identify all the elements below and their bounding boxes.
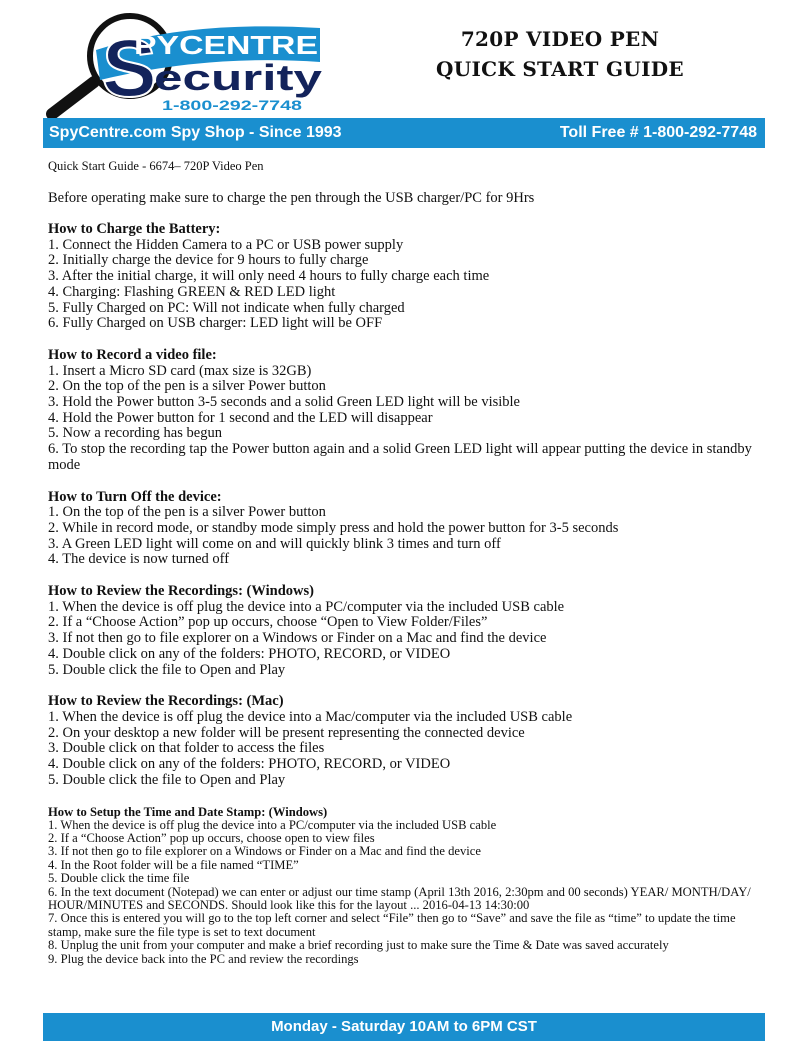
logo-big-s: S bbox=[102, 23, 157, 114]
section-steps bbox=[48, 238, 766, 332]
step-item: 2. While in record mode, or standby mode simply press and hold the power button for 3-5 seconds bbox=[48, 519, 619, 536]
guide-content bbox=[48, 158, 766, 982]
step-item: 2. On your desktop a new folder will be present representing the connected device bbox=[48, 724, 525, 741]
step-item: 4. The device is now turned off bbox=[48, 551, 230, 568]
step-item: 4. In the Root folder will be a file named “TIME” bbox=[48, 857, 299, 872]
section-steps bbox=[48, 819, 766, 966]
guide-subtitle: Quick Start Guide - 6674– 720P Video Pen bbox=[48, 159, 264, 173]
document-title bbox=[400, 24, 720, 84]
step-item: 1. Connect the Hidden Camera to a PC or USB power supply bbox=[48, 236, 404, 253]
section-heading: How to Record a video file: bbox=[48, 346, 217, 363]
step-item: 3. After the initial charge, it will only need 4 hours to fully charge each time bbox=[48, 268, 490, 285]
step-item: 5. Double click the time file bbox=[48, 871, 190, 886]
step-item: 2. On the top of the pen is a silver Power button bbox=[48, 378, 326, 395]
guide-section bbox=[48, 348, 766, 474]
guide-sections bbox=[48, 222, 766, 789]
logo-line2: ecurity bbox=[154, 57, 322, 98]
step-item: 6. To stop the recording tap the Power button again and a solid Green LED light will appear putting the device in standby mode bbox=[48, 441, 752, 473]
step-item: 2. If a “Choose Action” pop up occurs, choose open to view files bbox=[48, 830, 375, 845]
step-item: 1. When the device is off plug the device into a PC/computer via the included USB cable bbox=[48, 598, 565, 615]
step-item: 9. Plug the device back into the PC and review the recordings bbox=[48, 951, 359, 966]
step-item: 3. Double click on that folder to access the files bbox=[48, 740, 325, 757]
guide-intro: Before operating make sure to charge the pen through the USB charger/PC for 9Hrs bbox=[48, 190, 535, 206]
step-item: 5. Now a recording has begun bbox=[48, 425, 222, 442]
step-item: 4. Double click on any of the folders: PHOTO, RECORD, or VIDEO bbox=[48, 756, 451, 773]
section-steps bbox=[48, 364, 766, 474]
step-item: 5. Double click the file to Open and Play bbox=[48, 771, 286, 788]
title-line-1: 720P VIDEO PEN bbox=[460, 27, 660, 51]
section-heading: How to Setup the Time and Date Stamp: (Windows) bbox=[48, 804, 328, 819]
section-heading: How to Review the Recordings: (Mac) bbox=[48, 693, 284, 710]
section-heading: How to Charge the Battery: bbox=[48, 221, 221, 237]
guide-section bbox=[48, 222, 766, 332]
step-item: 5. Fully Charged on PC: Will not indicate when fully charged bbox=[48, 299, 405, 316]
step-item: 6. Fully Charged on USB charger: LED light will be OFF bbox=[48, 315, 383, 332]
guide-section bbox=[48, 694, 766, 788]
step-item: 6. In the text document (Notepad) we can enter or adjust our time stamp (April 13th 2016, 2:30pm and 00 seconds) YEAR/ MONTH/DAY/ HOUR/MINUTES and SECONDS. Should look like this for the layout ... 2016-04-13 14:30:00 bbox=[48, 884, 751, 912]
bottom-banner: Monday - Saturday 10AM to 6PM CST bbox=[43, 1013, 765, 1041]
step-item: 8. Unplug the unit from your computer and make a brief recording just to make sure the Time & Date was saved accurately bbox=[48, 938, 669, 953]
step-item: 3. Hold the Power button 3-5 seconds and a solid Green LED light will be visible bbox=[48, 394, 520, 411]
section-heading: How to Turn Off the device: bbox=[48, 488, 222, 505]
step-item: 1. When the device is off plug the device into a PC/computer via the included USB cable bbox=[48, 817, 497, 832]
step-item: 5. Double click the file to Open and Play bbox=[48, 661, 286, 678]
section-steps bbox=[48, 600, 766, 679]
logo-phone: 1-800-292-7748 bbox=[162, 97, 303, 113]
logo-line1: PYCENTRE bbox=[134, 30, 318, 60]
section-steps bbox=[48, 505, 766, 568]
section-heading: How to Review the Recordings: (Windows) bbox=[48, 583, 314, 600]
title-line-2: QUICK START GUIDE bbox=[436, 57, 684, 81]
banner-shop-text: SpyCentre.com Spy Shop - Since 1993 bbox=[49, 124, 342, 141]
step-item: 2. If a “Choose Action” pop up occurs, choose “Open to View Folder/Files” bbox=[48, 614, 488, 631]
spycentre-security-logo bbox=[38, 10, 328, 122]
step-item: 1. On the top of the pen is a silver Power button bbox=[48, 504, 326, 521]
step-item: 3. If not then go to file explorer on a Windows or Finder on a Mac and find the device bbox=[48, 630, 547, 647]
magnifier-handle bbox=[52, 82, 94, 114]
step-item: 1. Insert a Micro SD card (max size is 32GB) bbox=[48, 362, 312, 379]
step-item: 4. Double click on any of the folders: PHOTO, RECORD, or VIDEO bbox=[48, 645, 451, 662]
top-banner bbox=[43, 118, 765, 148]
guide-section bbox=[48, 584, 766, 678]
step-item: 4. Charging: Flashing GREEN & RED LED light bbox=[48, 283, 336, 300]
step-item: 7. Once this is entered you will go to the top left corner and select “File” then go to “Save” and save the file as “time” to update the time stamp, make sure the file type is set to text document bbox=[48, 911, 736, 939]
section-steps bbox=[48, 710, 766, 789]
banner-phone-text: Toll Free # 1-800-292-7748 bbox=[559, 124, 757, 141]
step-item: 1. When the device is off plug the device into a Mac/computer via the included USB cable bbox=[48, 708, 573, 725]
time-date-section bbox=[48, 805, 766, 966]
step-item: 3. A Green LED light will come on and will quickly blink 3 times and turn off bbox=[48, 535, 501, 552]
guide-section bbox=[48, 490, 766, 569]
step-item: 4. Hold the Power button for 1 second and the LED will disappear bbox=[48, 409, 433, 426]
step-item: 2. Initially charge the device for 9 hours to fully charge bbox=[48, 252, 369, 269]
step-item: 3. If not then go to file explorer on a Windows or Finder on a Mac and find the device bbox=[48, 844, 481, 859]
